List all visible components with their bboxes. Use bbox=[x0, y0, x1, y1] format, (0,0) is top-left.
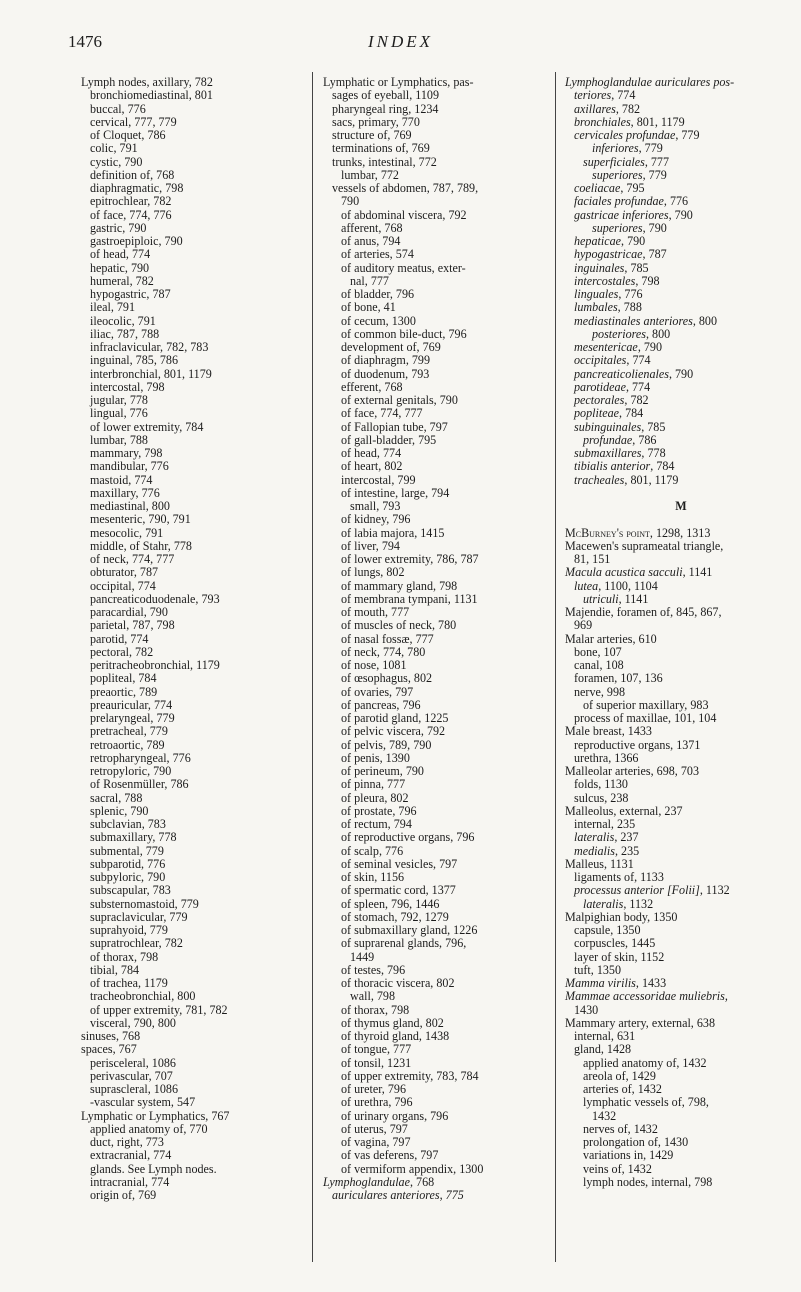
index-entry: popliteal, 784 bbox=[90, 671, 157, 686]
index-entry: of perineum, 790 bbox=[341, 764, 424, 778]
index-entry: auriculares anteriores, 775 bbox=[332, 1188, 464, 1202]
index-entry: teriores, 774 bbox=[574, 88, 636, 103]
index-entry: of Cloquet, 786 bbox=[90, 128, 166, 142]
index-entry: of pelvic viscera, 792 bbox=[341, 724, 446, 739]
index-entry: Male breast, 1433 bbox=[565, 724, 652, 739]
index-entry: subparotid, 776 bbox=[90, 856, 166, 871]
index-entry: epitrochlear, 782 bbox=[90, 194, 172, 209]
index-entry: lumbar, 772 bbox=[341, 167, 399, 182]
index-entry: nerve, 998 bbox=[574, 684, 626, 699]
page-header bbox=[0, 32, 801, 60]
index-entry: of abdominal viscera, 792 bbox=[341, 207, 467, 222]
index-entry: of reproductive organs, 796 bbox=[341, 830, 475, 845]
index-column-3 bbox=[565, 76, 797, 1189]
index-entry: of nasal fossæ, 777 bbox=[341, 631, 434, 646]
index-entry: of nose, 1081 bbox=[341, 658, 407, 672]
index-entry: glands. See Lymph nodes. bbox=[90, 1161, 217, 1176]
index-entry: of bladder, 796 bbox=[341, 287, 415, 301]
index-entry: of lower extremity, 786, 787 bbox=[341, 552, 479, 566]
index-entry: internal, 631 bbox=[574, 1029, 636, 1043]
index-entry: lymph nodes, internal, 798 bbox=[583, 1174, 713, 1189]
index-entry: faciales profundae, 776 bbox=[574, 194, 689, 209]
index-entry: of upper extremity, 781, 782 bbox=[90, 1002, 228, 1017]
index-entry: internal, 235 bbox=[574, 817, 636, 831]
index-entry: of parotid gland, 1225 bbox=[341, 711, 449, 725]
index-entry: of intestine, large, 794 bbox=[341, 485, 450, 500]
index-entry: of thoracic viscera, 802 bbox=[341, 976, 455, 990]
index-entry: hepatic, 790 bbox=[90, 260, 150, 275]
index-entry: trunks, intestinal, 772 bbox=[332, 154, 437, 169]
index-entry: M bbox=[675, 499, 687, 513]
index-entry: superiores, 790 bbox=[592, 220, 667, 235]
index-entry: of cecum, 1300 bbox=[341, 313, 416, 328]
index-entry: of muscles of neck, 780 bbox=[341, 618, 457, 633]
index-entry: process of maxillae, 101, 104 bbox=[574, 711, 717, 725]
index-entry: Malleolus, external, 237 bbox=[565, 803, 683, 818]
index-entry: of face, 774, 777 bbox=[341, 406, 423, 421]
index-entry: axillares, 782 bbox=[574, 101, 641, 116]
index-entry: infraclavicular, 782, 783 bbox=[90, 340, 209, 354]
index-entry: definition of, 768 bbox=[90, 167, 175, 182]
index-entry: of pinna, 777 bbox=[341, 777, 406, 792]
index-entry: of diaphragm, 799 bbox=[341, 353, 431, 368]
index-entry: mastoid, 774 bbox=[90, 472, 153, 487]
index-entry: origin of, 769 bbox=[90, 1188, 157, 1202]
index-entry: mesentericae, 790 bbox=[574, 340, 662, 354]
index-entry: paracardial, 790 bbox=[90, 605, 168, 619]
index-entry: of trachea, 1179 bbox=[90, 976, 168, 990]
index-entry: of pancreas, 796 bbox=[341, 697, 421, 712]
index-entry: of uterus, 797 bbox=[341, 1121, 408, 1136]
index-entry: middle, of Stahr, 778 bbox=[90, 538, 192, 553]
index-entry: of membrana tympani, 1131 bbox=[341, 591, 478, 606]
index-entry: of duodenum, 793 bbox=[341, 366, 430, 381]
index-entry: Macula acustica sacculi, 1141 bbox=[565, 565, 713, 580]
index-entry: applied anatomy of, 1432 bbox=[583, 1055, 707, 1070]
index-entry: gland, 1428 bbox=[574, 1042, 632, 1057]
index-entry: bone, 107 bbox=[574, 644, 622, 659]
index-entry: cervicales profundae, 779 bbox=[574, 128, 700, 142]
index-entry: intracranial, 774 bbox=[90, 1174, 170, 1189]
index-entry: popliteae, 784 bbox=[574, 406, 644, 421]
index-entry: sages of eyeball, 1109 bbox=[332, 88, 440, 103]
index-entry: tuft, 1350 bbox=[574, 962, 622, 977]
index-entry: of lower extremity, 784 bbox=[90, 419, 204, 434]
index-entry: superiores, 779 bbox=[592, 167, 667, 182]
index-entry: posteriores, 800 bbox=[592, 326, 671, 341]
index-entry: submaxillary, 778 bbox=[90, 830, 177, 845]
index-entry: bronchiales, 801, 1179 bbox=[574, 114, 685, 129]
index-entry: McBurney's point, 1298, 1313 bbox=[565, 525, 711, 540]
index-entry: Malar arteries, 610 bbox=[565, 631, 657, 646]
index-entry: of stomach, 792, 1279 bbox=[341, 909, 449, 924]
index-entry: extracranial, 774 bbox=[90, 1148, 172, 1163]
index-entry: diaphragmatic, 798 bbox=[90, 181, 184, 195]
index-entry: of gall-bladder, 795 bbox=[341, 432, 437, 447]
index-entry: mammary, 798 bbox=[90, 446, 163, 460]
index-entry: small, 793 bbox=[350, 499, 401, 513]
index-entry: peritracheobronchial, 1179 bbox=[90, 658, 220, 672]
index-entry: of superior maxillary, 983 bbox=[583, 697, 709, 712]
index-entry: Mamma virilis, 1433 bbox=[565, 976, 667, 990]
index-entry: subclavian, 783 bbox=[90, 817, 166, 831]
index-entry: of penis, 1390 bbox=[341, 750, 410, 765]
index-entry: of common bile-duct, 796 bbox=[341, 326, 467, 341]
index-entry: processus anterior [Folii], 1132 bbox=[574, 883, 730, 898]
index-entry: of arteries, 574 bbox=[341, 247, 414, 262]
index-entry: parietal, 787, 798 bbox=[90, 618, 175, 633]
index-entry: inguinal, 785, 786 bbox=[90, 353, 179, 368]
index-entry: development of, 769 bbox=[341, 340, 441, 354]
index-entry: mediastinal, 800 bbox=[90, 499, 170, 513]
index-entry: vessels of abdomen, 787, 789, bbox=[332, 181, 479, 195]
index-entry: hypogastricae, 787 bbox=[574, 247, 667, 262]
index-entry: buccal, 776 bbox=[90, 101, 146, 116]
index-entry: Malleolar arteries, 698, 703 bbox=[565, 764, 699, 778]
index-entry: of kidney, 796 bbox=[341, 512, 411, 527]
index-entry: gastric, 790 bbox=[90, 220, 147, 235]
index-entry: 1449 bbox=[350, 949, 375, 964]
index-entry: submaxillares, 778 bbox=[574, 446, 666, 460]
index-entry: of mammary gland, 798 bbox=[341, 578, 458, 593]
index-entry bbox=[565, 513, 797, 526]
index-entry: pectorales, 782 bbox=[574, 393, 649, 407]
index-entry: superficiales, 777 bbox=[583, 154, 669, 169]
index-entry: lutea, 1100, 1104 bbox=[574, 578, 658, 593]
index-entry: cystic, 790 bbox=[90, 154, 143, 169]
index-entry: intercostal, 798 bbox=[90, 379, 165, 394]
index-entry: supratrochlear, 782 bbox=[90, 936, 183, 951]
index-entry: of vermiform appendix, 1300 bbox=[341, 1161, 484, 1176]
index-entry: splenic, 790 bbox=[90, 803, 149, 818]
index-entry: pharyngeal ring, 1234 bbox=[332, 101, 439, 116]
index-entry: of bone, 41 bbox=[341, 300, 396, 315]
index-entry: pancreaticoduodenale, 793 bbox=[90, 591, 220, 606]
index-entry: applied anatomy of, 770 bbox=[90, 1121, 208, 1136]
index-entry: Lymph nodes, axillary, 782 bbox=[81, 75, 213, 89]
index-entry: ligaments of, 1133 bbox=[574, 870, 664, 884]
index-entry: visceral, 790, 800 bbox=[90, 1015, 176, 1030]
index-entry: retroaortic, 789 bbox=[90, 737, 165, 752]
index-entry: supraclavicular, 779 bbox=[90, 909, 188, 924]
index-entry: gastricae inferiores, 790 bbox=[574, 207, 693, 222]
index-entry: humeral, 782 bbox=[90, 273, 154, 288]
index-entry: of seminal vesicles, 797 bbox=[341, 856, 458, 871]
index-entry: interbronchial, 801, 1179 bbox=[90, 366, 212, 381]
column-divider bbox=[555, 72, 556, 1262]
index-entry: capsule, 1350 bbox=[574, 923, 641, 937]
index-entry: sacral, 788 bbox=[90, 790, 143, 805]
index-entry: Majendie, foramen of, 845, 867, bbox=[565, 605, 722, 619]
index-entry: of pleura, 802 bbox=[341, 790, 409, 805]
index-entry: of liver, 794 bbox=[341, 538, 400, 553]
index-entry: tibial, 784 bbox=[90, 962, 140, 977]
index-entry: 1430 bbox=[574, 1002, 599, 1017]
index-entry: of spleen, 796, 1446 bbox=[341, 896, 440, 911]
index-entry: lateralis, 1132 bbox=[583, 896, 654, 911]
index-entry: prelaryngeal, 779 bbox=[90, 711, 175, 725]
index-entry: prolongation of, 1430 bbox=[583, 1135, 689, 1149]
index-entry: tracheales, 801, 1179 bbox=[574, 472, 679, 487]
index-entry: reproductive organs, 1371 bbox=[574, 737, 701, 752]
index-entry: subscapular, 783 bbox=[90, 883, 171, 898]
index-entry: urethra, 1366 bbox=[574, 750, 639, 765]
index-entry: canal, 108 bbox=[574, 658, 624, 672]
index-entry: of Rosenmüller, 786 bbox=[90, 777, 189, 792]
index-entry: of vas deferens, 797 bbox=[341, 1148, 439, 1163]
index-entry: of neck, 774, 780 bbox=[341, 644, 426, 659]
index-entry: of face, 774, 776 bbox=[90, 207, 172, 222]
index-entry: utriculi, 1141 bbox=[583, 591, 649, 606]
index-entry: maxillary, 776 bbox=[90, 485, 160, 500]
index-entry: retropyloric, 790 bbox=[90, 764, 172, 778]
index-entry: of thymus gland, 802 bbox=[341, 1015, 444, 1030]
index-entry: veins of, 1432 bbox=[583, 1161, 652, 1176]
index-entry: gastroepiploic, 790 bbox=[90, 234, 183, 248]
index-entry: lumbales, 788 bbox=[574, 300, 642, 315]
index-entry: 790 bbox=[341, 194, 360, 209]
index-entry: layer of skin, 1152 bbox=[574, 949, 665, 964]
index-entry: wall, 798 bbox=[350, 989, 396, 1004]
index-entry: Lymphoglandulae auriculares pos- bbox=[565, 75, 735, 89]
index-entry: tibialis anterior, 784 bbox=[574, 459, 675, 474]
index-entry: hypogastric, 787 bbox=[90, 287, 171, 301]
index-entry: hepaticae, 790 bbox=[574, 234, 646, 248]
index-entry: medialis, 235 bbox=[574, 843, 640, 858]
index-entry: of scalp, 776 bbox=[341, 843, 404, 858]
index-entry: of ureter, 796 bbox=[341, 1082, 406, 1096]
index-entry: foramen, 107, 136 bbox=[574, 671, 663, 686]
index-entry: suprascleral, 1086 bbox=[90, 1082, 178, 1096]
index-entry: Mammary artery, external, 638 bbox=[565, 1015, 715, 1030]
index-entry: 1432 bbox=[592, 1108, 617, 1123]
index-entry: perivascular, 707 bbox=[90, 1068, 173, 1083]
index-entry: inferiores, 779 bbox=[592, 141, 663, 156]
index-entry: duct, right, 773 bbox=[90, 1135, 164, 1149]
index-entry: inguinales, 785 bbox=[574, 260, 649, 275]
index-entry: structure of, 769 bbox=[332, 128, 412, 142]
index-entry: of vagina, 797 bbox=[341, 1135, 411, 1149]
index-entry: of neck, 774, 777 bbox=[90, 552, 175, 566]
index-entry: spaces, 767 bbox=[81, 1042, 137, 1057]
index-entry: cervical, 777, 779 bbox=[90, 114, 177, 129]
index-entry: of thyroid gland, 1438 bbox=[341, 1029, 450, 1043]
index-entry: colic, 791 bbox=[90, 141, 138, 156]
index-entry: of labia majora, 1415 bbox=[341, 525, 445, 540]
index-entry: terminations of, 769 bbox=[332, 141, 430, 156]
index-entry: preaortic, 789 bbox=[90, 684, 158, 699]
index-entry: mesocolic, 791 bbox=[90, 525, 164, 540]
index-entry: occipitales, 774 bbox=[574, 353, 651, 368]
index-entry: linguales, 776 bbox=[574, 287, 643, 301]
index-entry: pectoral, 782 bbox=[90, 644, 154, 659]
index-entry: bronchiomediastinal, 801 bbox=[90, 88, 213, 103]
index-entry: intercostales, 798 bbox=[574, 273, 660, 288]
index-entry: variations in, 1429 bbox=[583, 1148, 674, 1163]
page-number: 1476 bbox=[68, 32, 102, 51]
index-entry: of skin, 1156 bbox=[341, 870, 405, 884]
index-entry: sulcus, 238 bbox=[574, 790, 629, 805]
index-entry: afferent, 768 bbox=[341, 220, 403, 235]
index-entry: lymphatic vessels of, 798, bbox=[583, 1095, 709, 1110]
index-entry: preauricular, 774 bbox=[90, 697, 173, 712]
index-entry: of spermatic cord, 1377 bbox=[341, 883, 456, 898]
index-entry: of external genitals, 790 bbox=[341, 393, 458, 407]
index-entry: ileocolic, 791 bbox=[90, 313, 156, 328]
index-entry: of thorax, 798 bbox=[90, 949, 159, 964]
index-entry: parotid, 774 bbox=[90, 631, 149, 646]
index-entry: sacs, primary, 770 bbox=[332, 114, 420, 129]
column-divider bbox=[312, 72, 313, 1262]
index-entry: of mouth, 777 bbox=[341, 605, 410, 619]
index-entry: coeliacae, 795 bbox=[574, 181, 645, 195]
index-entry: of auditory meatus, exter- bbox=[341, 260, 466, 275]
index-entry: arteries of, 1432 bbox=[583, 1082, 662, 1096]
index-entry: of anus, 794 bbox=[341, 234, 401, 248]
index-column-1 bbox=[81, 76, 311, 1202]
index-entry: -vascular system, 547 bbox=[90, 1095, 196, 1110]
index-entry: Malpighian body, 1350 bbox=[565, 909, 678, 924]
index-entry: of tonsil, 1231 bbox=[341, 1055, 412, 1070]
index-entry: of testes, 796 bbox=[341, 962, 406, 977]
index-entry: Lymphatic or Lymphatics, 767 bbox=[81, 1108, 230, 1123]
index-entry: retropharyngeal, 776 bbox=[90, 750, 191, 765]
index-entry: pancreaticolienales, 790 bbox=[574, 366, 694, 381]
index-entry: substernomastoid, 779 bbox=[90, 896, 199, 911]
index-entry: of urethra, 796 bbox=[341, 1095, 413, 1110]
index-entry: parotideae, 774 bbox=[574, 379, 651, 394]
index-entry: suprahyoid, 779 bbox=[90, 923, 168, 937]
index-entry: ileal, 791 bbox=[90, 300, 136, 315]
index-entry: efferent, 768 bbox=[341, 379, 403, 394]
index-entry: of pelvis, 789, 790 bbox=[341, 737, 432, 752]
index-entry: Lymphatic or Lymphatics, pas- bbox=[323, 75, 474, 89]
index-entry: of Fallopian tube, 797 bbox=[341, 419, 448, 434]
index-entry: sinuses, 768 bbox=[81, 1029, 141, 1043]
index-entry: of prostate, 796 bbox=[341, 803, 417, 818]
index-entry: of urinary organs, 796 bbox=[341, 1108, 449, 1123]
index-entry: mandibular, 776 bbox=[90, 459, 169, 474]
index-entry: of head, 774 bbox=[90, 247, 151, 262]
index-entry: profundae, 786 bbox=[583, 432, 657, 447]
index-entry: tracheobronchial, 800 bbox=[90, 989, 196, 1004]
index-entry: obturator, 787 bbox=[90, 565, 159, 580]
index-entry: nal, 777 bbox=[350, 273, 389, 288]
index-entry: of suprarenal glands, 796, bbox=[341, 936, 467, 951]
index-entry: mediastinales anteriores, 800 bbox=[574, 313, 717, 328]
index-entry: 81, 151 bbox=[574, 552, 611, 566]
page-title: INDEX bbox=[367, 32, 434, 51]
index-entry: folds, 1130 bbox=[574, 777, 628, 792]
index-entry: subpyloric, 790 bbox=[90, 870, 166, 884]
index-entry: of head, 774 bbox=[341, 446, 402, 460]
index-entry: iliac, 787, 788 bbox=[90, 326, 160, 341]
index-entry: of rectum, 794 bbox=[341, 817, 412, 831]
index-entry: corpuscles, 1445 bbox=[574, 936, 656, 951]
index-entry: Malleus, 1131 bbox=[565, 856, 634, 871]
index-entry: of tongue, 777 bbox=[341, 1042, 412, 1057]
index-entry: nerves of, 1432 bbox=[583, 1121, 658, 1136]
index-entry: Lymphoglandulae, 768 bbox=[323, 1174, 435, 1189]
index-column-2 bbox=[323, 76, 555, 1202]
index-entry: of lungs, 802 bbox=[341, 565, 405, 580]
index-entry: subinguinales, 785 bbox=[574, 419, 666, 434]
index-entry: of thorax, 798 bbox=[341, 1002, 410, 1017]
index-entry: of heart, 802 bbox=[341, 459, 403, 474]
index-entry: areola of, 1429 bbox=[583, 1068, 656, 1083]
index-entry: intercostal, 799 bbox=[341, 472, 416, 487]
index-entry: lingual, 776 bbox=[90, 406, 148, 421]
index-entry: occipital, 774 bbox=[90, 578, 156, 593]
index-entry: 969 bbox=[574, 618, 593, 633]
index-entry: submental, 779 bbox=[90, 843, 164, 858]
index-entry bbox=[565, 487, 797, 500]
index-entry: pretracheal, 779 bbox=[90, 724, 168, 739]
index-entry: Mammae accessoridae muliebris, bbox=[565, 989, 728, 1004]
index-entry: of upper extremity, 783, 784 bbox=[341, 1068, 479, 1083]
index-entry: lateralis, 237 bbox=[574, 830, 639, 845]
index-entry: mesenteric, 790, 791 bbox=[90, 512, 191, 527]
index-entry: lumbar, 788 bbox=[90, 432, 148, 447]
index-entry: of ovaries, 797 bbox=[341, 684, 414, 699]
index-entry: of œsophagus, 802 bbox=[341, 671, 433, 686]
index-entry: of submaxillary gland, 1226 bbox=[341, 923, 478, 937]
index-entry: perisceleral, 1086 bbox=[90, 1055, 176, 1070]
index-entry: jugular, 778 bbox=[90, 393, 148, 407]
index-entry: Macewen's suprameatal triangle, bbox=[565, 538, 724, 553]
